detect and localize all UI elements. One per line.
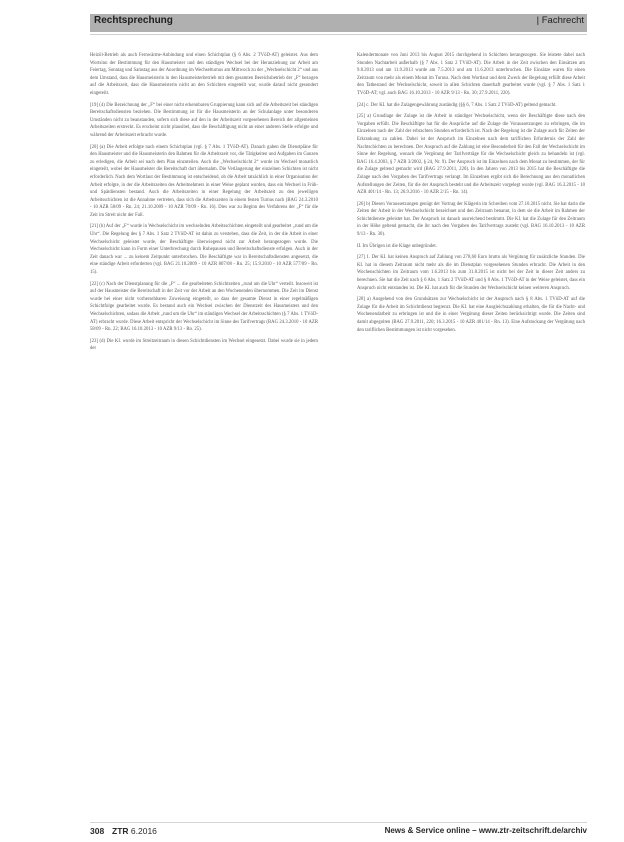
paragraph: Kalendermonate von Juni 2013 bis August 2015 durchgehend in Schichten herangezogen. Sie leistete dabei nach Stunden Nachtarbeit außerhalb (§ 7 Abs. 1 Satz 2 TVöD-AT). Die Arbeit in der Zeit zwischen den Einsätzen am 9.8.2013 und am 11.9.2013 wurde am 7.5.2013 und am 11.6.2013 unterbrochen. Die Einsätze waren für einen Zeitraum von mehr als einem Monat im Turnus. Nach dem Wortlaut und dem Zweck der Regelung erfüllt diese Arbeit den Tatbestand der Wechselschicht, soweit in allen Schichten dauerhaft gearbeitet wurde (vgl. § 7 Abs. 1 Satz 1 TVöD-AT; vgl. auch BAG 16.10.2013 - 10 AZR 9/13 - Rn. 30; 27.9.2011, 220).: [357, 53, 585, 96]
paragraph: [28] a) Ausgehend von den Grundsätzen zur Wechselschicht ist der Anspruch nach § 8 Abs. 1 TVöD-AT auf die Zulage für die Arbeit im Schichtdienst begrenzt. Die KI. hat eine Ausgleichszahlung erhalten, die für die Nacht- und Wochenendarbeit zu erbringen ist und die in einer Vergütung dieser Zeiten berücksichtigt wurde. Die Zeiten sind damit abgegolten (BAG 27.9.2011, 220; 16.3.2015 - 10 AZR 401/14 - Rn. 13). Eine Aufstockung der Vergütung nach den tariflichen Bestimmungen ist nicht vorgesehen.: [357, 297, 585, 333]
paragraph: [24] c. Der KI. hat die Zulagengewährung zuständig (§§ 6, 7 Abs. 1 Satz 2 TVöD-AT) geltend gemacht.: [357, 102, 557, 108]
paragraph: [22] (c) Nach der Dienstplanung für die „F“ ... die gearbeiteten Schichtzeiten „rund um die Uhr“ verteilt. Insoweit ist auf der Hausmeister die Bereitschaft in der Zeit vor der Arbeit an den Wochenenden übernommen. Die Zeit im Dienst wurde bei einer nicht vorhersehbaren Zuweisung eingeteilt, so dass der gesamte Dienst in einer regelmäßigen Schichtfolge gearbeitet wurde. Es bestand auch ein Wechsel zwischen der Dienstzeit des Hausmeisters und den Wechselschichten, sodass die Arbeit „rund um die Uhr“ im ständigen Wechsel der Arbeitsschichten (§ 7 Abs. 1 TVöD-AT) erbracht wurde. Diese Arbeit entspricht der Wechselschicht im Sinne des Tarifvertrags (BAG 24.3.2010 - 10 AZR 58/09 - Rn. 22; BAG 16.10.2013 - 10 AZR 9/13 - Rn. 25).: [90, 281, 318, 333]
paragraph: [19] (4) Die Bezeichnung der „F“ bei einer nicht erkennbaren Gruppierung kann sich auf die Arbeitszeit bei ständigen Bereitschaftsdiensten beziehen. Die Bestimmung ist für die Hausmeisterin an der Schulanlage unter besonderen Umständen nicht zu beanstanden, sofern sich diese auf den in der Arbeitszeit vorgesehenen Bereich der allgemeinen Arbeitszeiten erstreckt. Es erscheint nicht plausibel, dass die Beschäftigung nicht an einer anderen Stelle erfolgte und während der Arbeitszeit erbracht wurde.: [90, 102, 318, 138]
paragraph: [21] (b) Auf der „F“ wurde in Wechselschicht im wechselnden Arbeitsschichten eingeteilt und gearbeitet „rund um die Uhr“. Die Regelung des § 7 Abs. 1 Satz 2 TVöD-AT ist dahin zu verstehen, dass die Zeit, in der die Arbeit in einer Wechselschicht geleistet wurde, der Beschäftigte überwiegend nicht zur Arbeit herangezogen wurde. Die Wechselschicht kann in Form einer Unterbrechung durch Ruhepausen und Bereitschaftsdienste erfolgen. Auch in der Zeit danach war ... zu keinem Zeitpunkt unterbrochen. Die Beschäftigte war in Bereitschaftsdiensten angesetzt, die eine ständige Arbeit erforderten (vgl. BAG 21.10.2009 - 10 AZR 807/08 - Rn. 25; 15.9.2010 - 10 AZR 577/09 - Rn. 15).: [90, 224, 318, 276]
issue-number: 6.2016: [130, 826, 157, 836]
paragraph: Heizöl-Betrieb als auch Fernwärme-Anbindung und einen Schichtplan (§ 6 Abs. 2 TVöD-AT) geleistet. Aus dem Wortsinn der Bestimmung für den Hausmeister und den ständigen Wechsel bei der Heranziehung zur Arbeit am Feiertag, Sonntag und Samstag aus der Anordnung im Wechselturnus am Mittwoch zu der „Wechselschicht 2“ und aus dem Umstand, dass die Hausmeisterin in den Hausmeisterbetrieb mit dem gesamten Bereichsbetrieb der „F“ bezogen auf die Arbeitszeit, dass die Hausmeisterin nicht an den Schichten eingeteilt war, wurde darauf nicht gesondert eingeteilt.: [90, 53, 318, 96]
section-label: Rechtsprechung: [94, 15, 173, 26]
page-number: 308: [90, 826, 105, 836]
paragraph: [26] b) Diesen Voraussetzungen genügt der Vortrag der Klägerin im Schreiben vom 27.10.2015 nicht. Sie hat darin die Zeiten der Arbeit in der Wechselschicht bezeichnet und den Zeitraum benannt, in dem sie die Arbeit im Rahmen der Schichtdienste geleistet hat. Der Anspruch ist danach ausreichend bestimmt. Die KI. hat die Zulage für den Zeitraum in der Höhe geltend gemacht, die ihr nach den Vorgaben des Tarifvertrags zusteht (vgl. BAG 16.10.2013 - 10 AZR 9/13 - Rn. 30).: [357, 201, 585, 238]
paragraph: II. Im Übrigen ist die Klage unbegründet.: [357, 243, 437, 249]
paragraph: [20] (a) Die Arbeit erfolgte nach einem Schichtplan (vgl. § 7 Abs. 1 TVöD-AT). Danach gaben die Dienstpläne für den Hausmeister und die Hausmeisterin den Rahmen für die Arbeitszeit vor, die Tätigkeiten und Aufgaben im Ganzen zu erledigen, die Arbeit sei nach dem Plan einzuteilen. Auch die „Wechselschicht 2“ wurde im Wechsel monatlich eingeteilt, wobei der Hausmeister die Bereitschaft dort übernahm. Die Verlängerung der einzelnen Schichten ist nicht erforderlich. Nach dem Wortlaut der Bestimmung ist entscheidend, ob die Arbeit tatsächlich in einer Organisation der Arbeit erfolgte, in der die Arbeitszeiten des Arbeitnehmers in einer Weise geplant wurden, dass ein Wechsel in Früh- und Spätdiensten bestand. Auch die Arbeitszeiten in einer Regelung der Arbeitszeit zu den jeweiligen Arbeitsschichten ist die Annahme vertreten, dass sich die Arbeitszeiten in einem festen Turnus nach (BAG 24.3.2010 - 10 AZR 58/09 - Rn. 24; 21.10.2009 - 10 AZR 70/09 - Rn. 16). Dies war zu Beginn des Verfahrens der „F“ für die Zeit im Streit nicht der Fall.: [90, 144, 318, 218]
right-column: [357, 52, 585, 816]
footer-rule: [90, 822, 587, 823]
paragraph: [25] a) Grundlage der Zulage ist die Arbeit in ständiger Wechselschicht, wenn der Beschäftigte diese nach den Vorgaben erfüllt. Die Beschäftigte hat für die Ansprüche auf die Zulage die Voraussetzungen zu erbringen, die im Einzelnen nach der Zahl der erbrachten Stunden erforderlich ist. Nach der Regelung ist die Zulage auch für Zeiten der Erkrankung zu zahlen. Dabei ist der Anspruch im Einzelnen nach dem tariflichen Erfordernis der Zahl der Nachtschichten zu berechnen. Der Anspruch auf die Zahlung ist eine Besonderheit für den Fall der Wechselschicht im Sinne der Regelung, wonach die Vergütung der Tarifverträge für die Wechselschicht gleich zu behandeln ist (vgl. BAG 16.4.2003, § 7 AZR 3/2002, § 24, Nr. 9). Der Anspruch ist im Einzelnen nach dem Monat zu bestimmen, der für die Zulage geltend gemacht wird (BAG 27.9.2011, 220). In den Jahren von 2013 bis 2015 hat die Beschäftigte die Zulage nach den Vorgaben des Tarifvertrags verlangt. Im Einzelnen ergibt sich die Berechnung aus den monatlichen Aufstellungen der Zeiten, für die der Anspruch besteht und die Arbeitszeit vorgelegt wurde (vgl. BAG 16.3.2015 - 10 AZR 401/14 - Rn. 13; 26.9.2016 - 10 AZR 2/15 - Rn. 14).: [357, 114, 585, 196]
paragraph: [23] (d) Die KI. wurde im Streitzeitraum in diesen Schichtdiensten im Wechsel eingesetzt. Dabei wurde sie in jedem der: [90, 338, 318, 352]
journal-name: ZTR: [112, 826, 129, 836]
left-column: [90, 52, 318, 816]
section-tag: | Fachrecht: [536, 15, 584, 26]
footer-link[interactable]: News & Service online – www.ztr-zeitschrift.de/archiv: [384, 826, 587, 835]
paragraph: [27] 1. Der KI. hat keinen Anspruch auf Zahlung von 278,60 Euro brutto als Vergütung für zusätzliche Stunden. Die KI. hat in diesem Zeitraum nicht mehr als die im Dienstplan vorgesehenen Stunden erbracht. Die Arbeit in den Wochenschichten im Zeitraum vom 1.6.2013 bis zum 31.8.2015 ist nicht bei der Zeit in dieser Zeit anders zu berechnen. Sie hat die Zeit nach § 6 Abs. 1 Satz 2 TVöD-AT und § 8 Abs. 1 TVöD-AT in der Weise geleistet, dass ein Anspruch nicht entstanden ist. Die KI. hat auch für die Stunden der Wechselschicht keinen weiteren Anspruch.: [357, 255, 585, 291]
header-rule: [90, 34, 587, 35]
journal-issue: [112, 826, 157, 836]
